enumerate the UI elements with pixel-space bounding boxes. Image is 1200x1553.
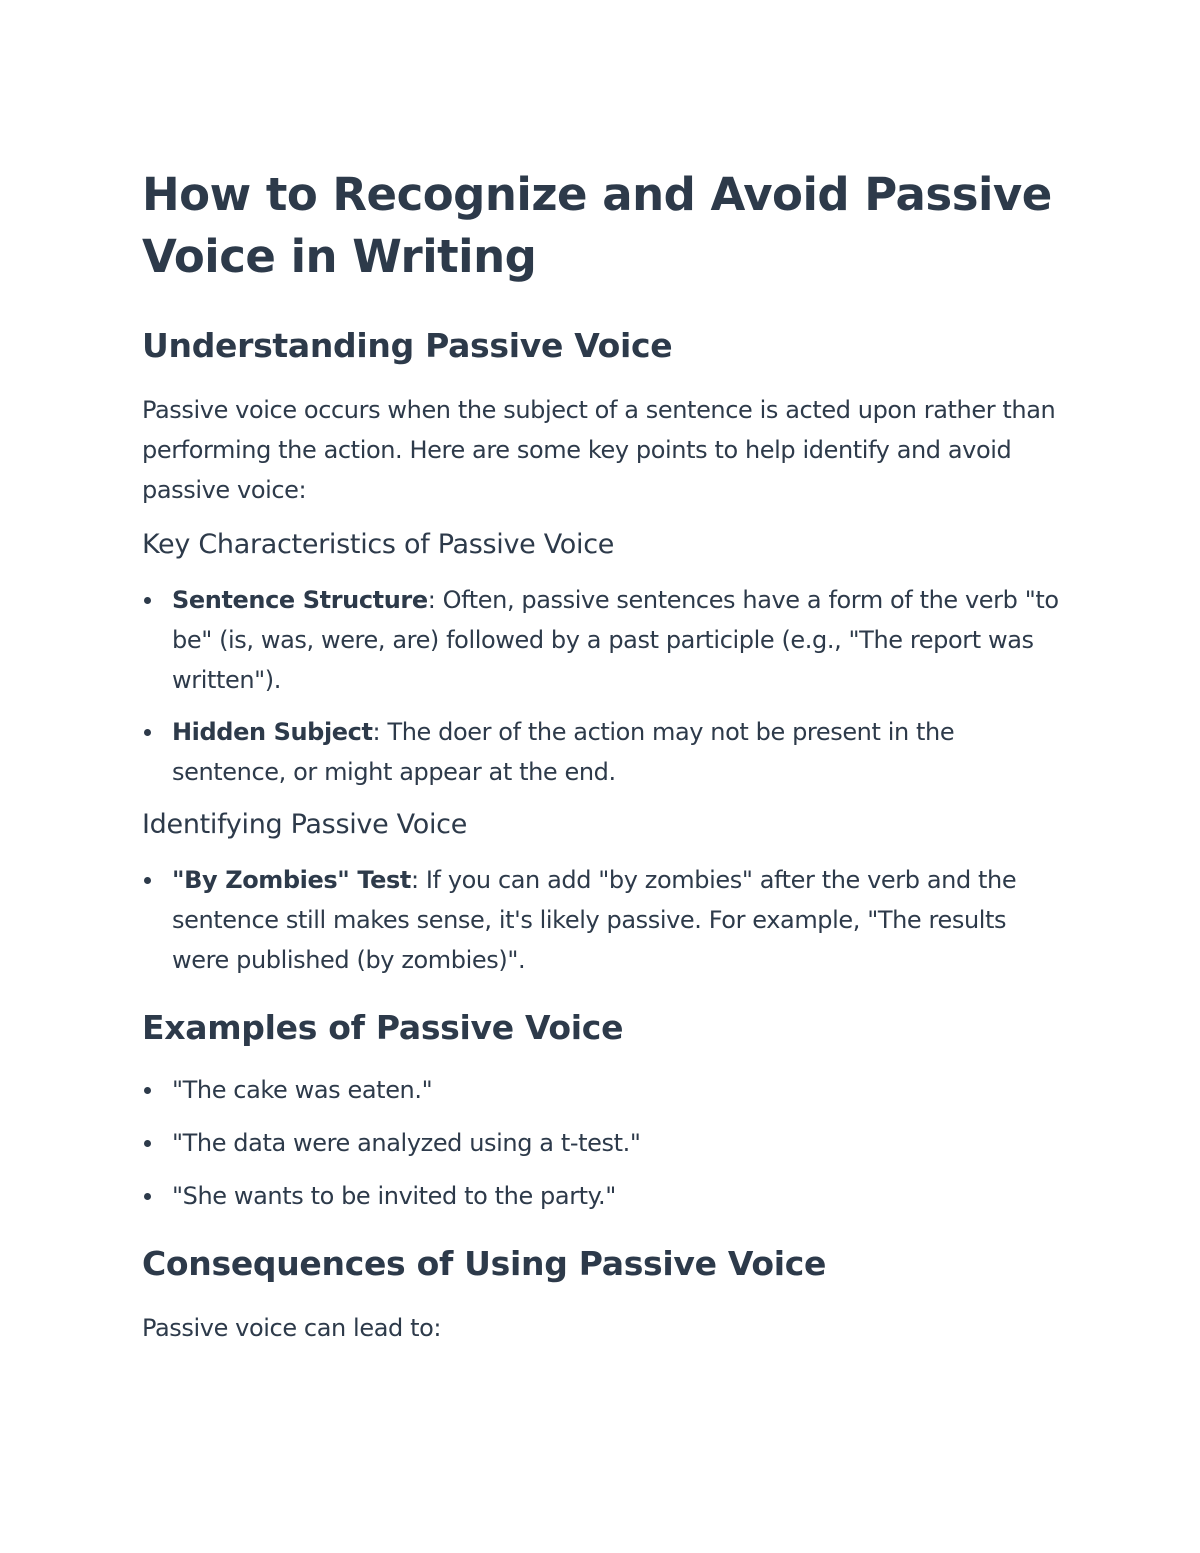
section-heading-consequences: Consequences of Using Passive Voice (142, 1244, 827, 1283)
list-item-text: : Often, passive sentences have a form of the verb "to be" (is, was, were, are) followed by a past participle (e.g., "The report was written"). (172, 586, 1059, 694)
bullet-icon (144, 1193, 151, 1200)
page-title: How to Recognize and Avoid Passive Voice in Writing (142, 168, 1052, 283)
subheading-identifying: Identifying Passive Voice (142, 809, 468, 840)
list-item (142, 712, 1062, 792)
section-heading-examples: Examples of Passive Voice (142, 1008, 624, 1047)
bullet-icon (144, 1140, 151, 1147)
section-heading-understanding: Understanding Passive Voice (142, 326, 673, 365)
list-item-text: : The doer of the action may not be present in the sentence, or might appear at the end. (172, 718, 955, 786)
list-item-text: "She wants to be invited to the party." (172, 1182, 616, 1210)
bullet-icon (144, 729, 151, 736)
list-item-term: Hidden Subject (172, 718, 373, 746)
bullet-icon (144, 597, 151, 604)
consequences-intro: Passive voice can lead to: (142, 1314, 442, 1342)
subheading-key-characteristics: Key Characteristics of Passive Voice (142, 529, 615, 560)
list-item (142, 1176, 1062, 1216)
examples-list (142, 1070, 1062, 1216)
list-item (142, 1123, 1062, 1163)
list-item-text: "The cake was eaten." (172, 1076, 433, 1104)
list-item-text: "The data were analyzed using a t-test." (172, 1129, 641, 1157)
list-item-term: "By Zombies" Test (172, 866, 411, 894)
bullet-icon (144, 877, 151, 884)
characteristics-list (142, 580, 1062, 792)
list-item-text: : If you can add "by zombies" after the verb and the sentence still makes sense, it's likely passive. For example, "The results were published (by zombies)". (172, 866, 1017, 974)
document-body (142, 0, 1062, 1348)
list-item-term: Sentence Structure (172, 586, 428, 614)
identifying-list (142, 860, 1062, 980)
list-item (142, 1070, 1062, 1110)
bullet-icon (144, 1087, 151, 1094)
list-item (142, 580, 1062, 700)
list-item (142, 860, 1062, 980)
understanding-intro: Passive voice occurs when the subject of a sentence is acted upon rather than performing the action. Here are some key points to help identify and avoid passive voice: (142, 396, 1056, 504)
